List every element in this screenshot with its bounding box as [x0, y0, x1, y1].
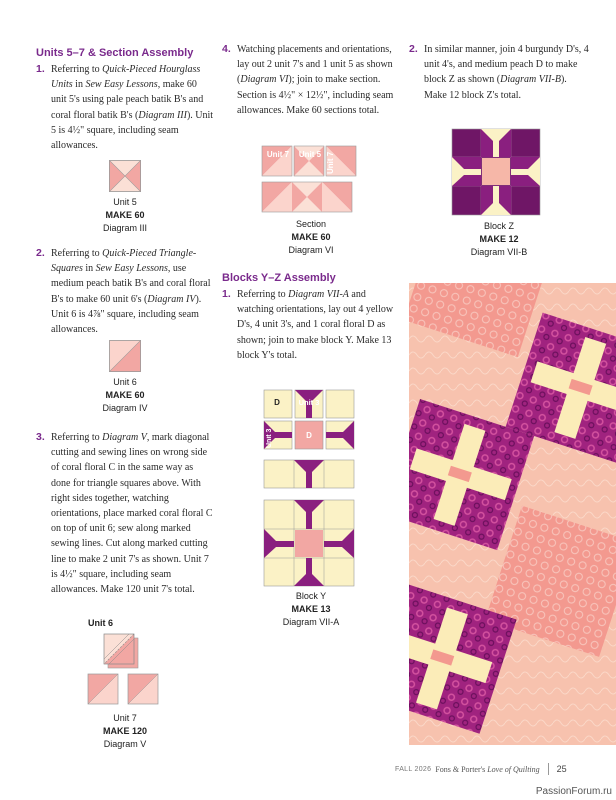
step-number: 1. [36, 63, 45, 75]
diagram-vi [222, 144, 400, 257]
diagram-caption: Block Y MAKE 13 Diagram VII-A [282, 591, 340, 627]
quilt-photo [409, 283, 616, 745]
step-units-4 [222, 42, 400, 118]
diagram-top-label: Unit 6 [88, 618, 114, 628]
step-units-2 [36, 246, 214, 337]
unit7-label-rotated: Unit 7 [326, 151, 335, 175]
step-text: In similar manner, join 4 burgundy D's, 4 unit 4's, and medium peach D to make block Z as shown (Diagram VII-B). Make 12 block Z's total. [424, 44, 589, 101]
step-blocks-1 [222, 287, 400, 363]
step-text: Referring to Quick-Pieced Triangle-Squares in Sew Easy Lessons, use medium peach batik B's and coral floral B's to make 60 unit 6's (Diagram IV). Unit 6 is 4⅞" square, including seam allowances. [51, 248, 211, 336]
label-unit3-side: Unit 3 [266, 428, 273, 448]
diagram-caption: Section MAKE 60 Diagram VI [288, 219, 334, 255]
diagram-vii-a [222, 388, 400, 629]
quilt-photo-image [409, 283, 616, 745]
watermark: PassionForum.ru [535, 786, 612, 797]
step-text: Watching placements and orientations, lay out 2 unit 7's and 1 unit 5 as shown (Diagram VI); join to make section. Section is 4½" × 12½", including seam allowances. Make 60 sections total. [237, 44, 394, 116]
diagram-iii [36, 160, 214, 235]
diagram-caption: Unit 7 MAKE 120 Diagram V [102, 713, 147, 749]
step-number: 2. [36, 247, 45, 259]
section-heading-blocks: Blocks Y–Z Assembly [222, 272, 336, 284]
step-text: Referring to Quick-Pieced Hourglass Units in Sew Easy Lessons, make 60 unit 5's using pale peach batik B's and coral floral batik B's (Diagram III). Unit 5 is 4½" square, including seam allowances. [51, 64, 214, 152]
section-labels [262, 150, 358, 176]
step-number: 1. [222, 288, 231, 300]
page-number: 25 [556, 764, 567, 774]
section-heading-units: Units 5–7 & Section Assembly [36, 47, 194, 59]
diagram-vii-b [409, 128, 589, 259]
unit6-triangle-square-icon [109, 340, 141, 372]
footer-season: FALL 2026 [395, 765, 432, 773]
label-d: D [274, 398, 280, 407]
step-blocks-2 [409, 42, 589, 103]
label-unit3: Unit 3 [298, 398, 320, 407]
diagram-v [36, 617, 214, 751]
unit7-pair-icon [86, 672, 160, 706]
block-y-diagram-icon [262, 388, 356, 588]
step-text: Referring to Diagram V, mark diagonal cutting and sewing lines on wrong side of coral floral C in the same way as done for triangle squares above. With right sides together, watching orientations, place marked coral floral C on top of unit 6; sew along marked sewing lines. Cut along marked cutting line to make 2 unit 7's as shown. Unit 7 is 4½" square, including seam allowances. Make 120 unit 7's total. [51, 432, 213, 596]
footer-divider [548, 763, 549, 775]
diagram-iv [36, 340, 214, 415]
step-number: 3. [36, 431, 45, 443]
unit7-label: Unit 7 [266, 150, 290, 159]
diagram-caption: Unit 6 MAKE 60 Diagram IV [102, 377, 148, 413]
step-number: 2. [409, 43, 418, 55]
unit5-label: Unit 5 [298, 150, 322, 159]
unit6-with-c-icon [102, 632, 140, 670]
label-d-center: D [306, 431, 312, 440]
unit5-hourglass-icon [109, 160, 141, 192]
step-units-3 [36, 430, 214, 597]
footer-magazine: Fons & Porter's Love of Quilting [435, 764, 540, 774]
step-text: Referring to Diagram VII-A and watching orientations, lay out 4 yellow D's, 4 unit 3's, and 1 coral floral D as shown; join to make block Y. Make 13 block Y's total. [237, 289, 394, 361]
step-number: 4. [222, 43, 231, 55]
page-footer [395, 763, 600, 775]
diagram-caption: Unit 5 MAKE 60 Diagram III [102, 197, 147, 233]
step-units-1 [36, 62, 214, 153]
diagram-caption: Block Z MAKE 12 Diagram VII-B [470, 221, 528, 257]
block-z-diagram-icon [451, 128, 541, 216]
